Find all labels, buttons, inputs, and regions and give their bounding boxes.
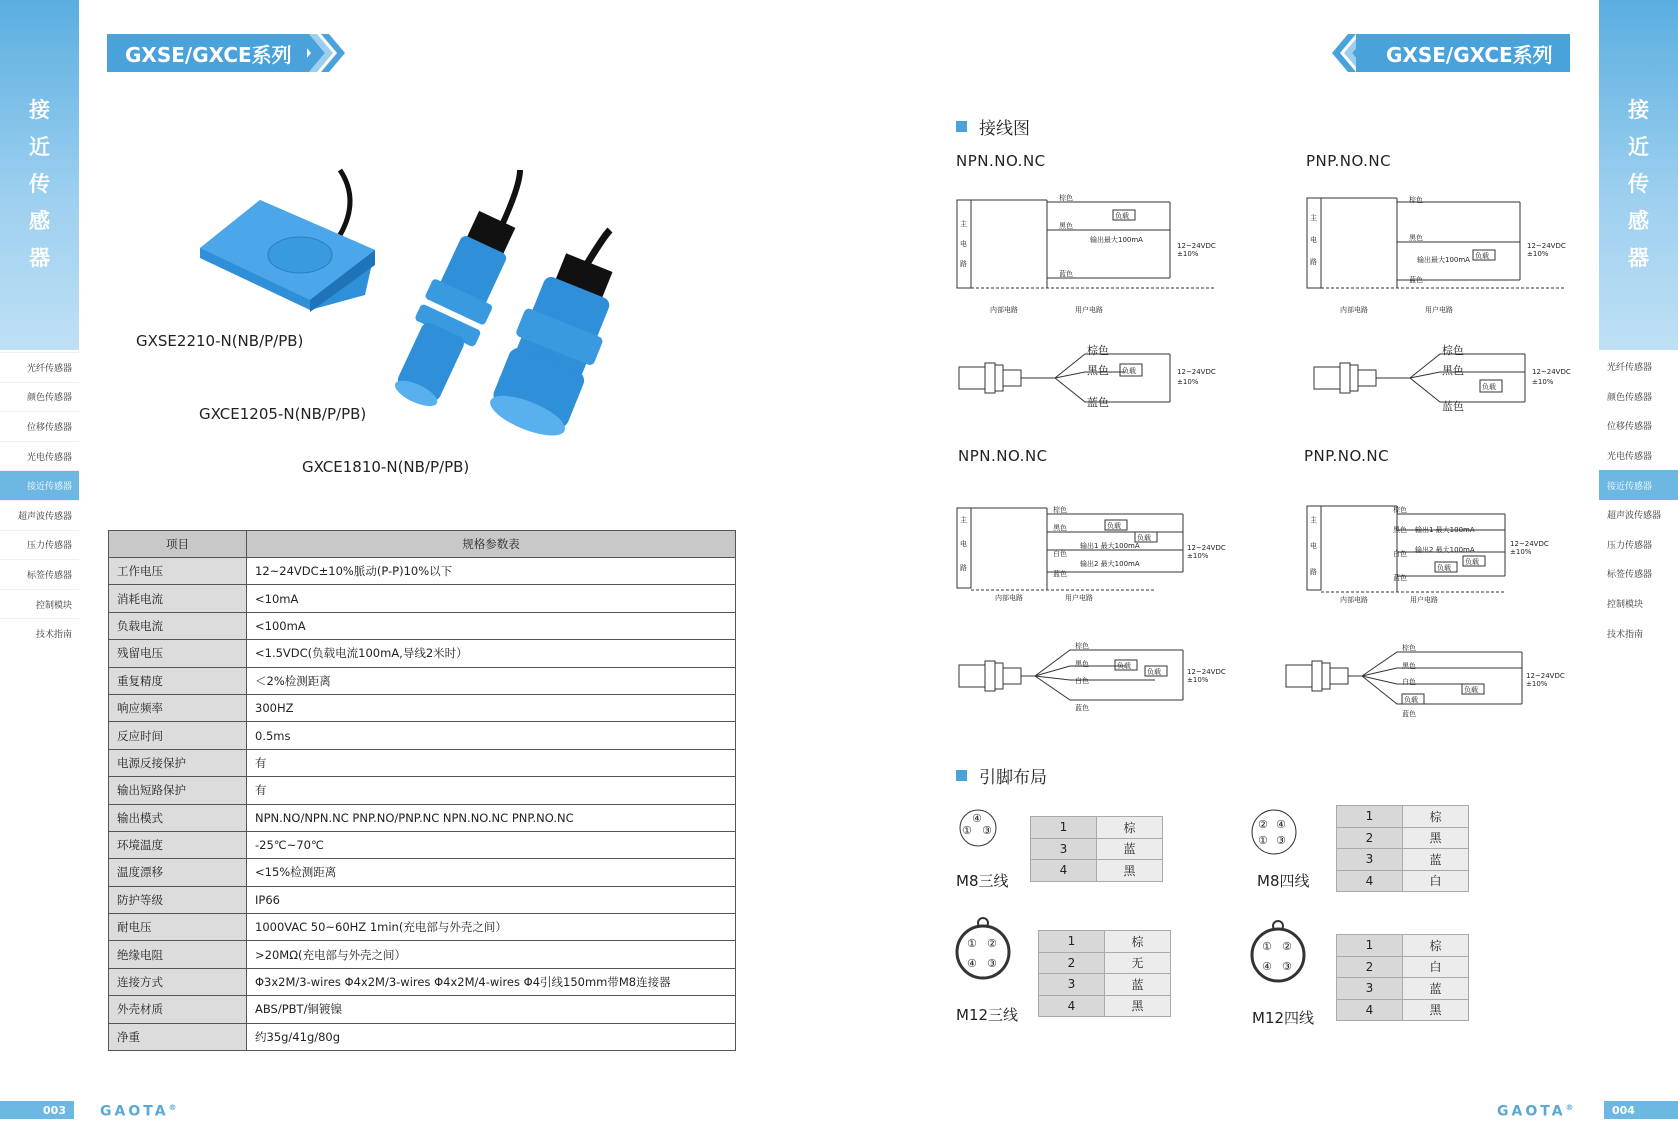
svg-text:输出2 最大100mA: 输出2 最大100mA [1080,560,1140,568]
svg-text:②: ② [1258,818,1268,831]
spec-table-header [109,531,736,558]
svg-text:负载: 负载 [1475,252,1489,260]
svg-text:棕色: 棕色 [1393,506,1407,514]
npn-nonc-circuit-diagram [955,500,1235,610]
pin-color: 白 [1403,956,1469,978]
pin-color: 白 [1403,870,1469,892]
spec-value: 1000VAC 50~60HZ 1min(充电部与外壳之间） [247,914,736,941]
pin-table [1038,930,1171,1017]
spec-key: 负载电流 [109,612,247,639]
pin-color: 蓝 [1105,974,1171,996]
square-bullet-icon [956,121,967,132]
svg-text:电: 电 [1310,236,1317,244]
pin-color: 棕 [1105,931,1171,953]
pin-number: 1 [1337,806,1403,828]
svg-text:白色: 白色 [1393,550,1407,558]
table-row [109,886,736,913]
svg-text:②: ② [1282,940,1292,953]
spec-value: IP66 [247,886,736,913]
table-row [109,804,736,831]
spec-key: 连接方式 [109,968,247,995]
svg-text:③: ③ [1282,960,1292,973]
wiring-diagram-title: NPN.NO.NC [958,447,1048,465]
spec-header-item: 项目 [109,531,247,558]
side-nav-right [1599,352,1678,648]
svg-text:黑色: 黑色 [1075,660,1089,668]
svg-text:负载: 负载 [1464,686,1478,694]
brand-logo: GAOTA® [100,1103,177,1120]
side-nav-item[interactable]: 标签传感器 [1607,570,1653,581]
pnp-nonc-cable-diagram [1282,638,1582,718]
spec-value: NPN.NO/NPN.NC PNP.NO/PNP.NC NPN.NO.NC PNP.NO.NC [247,804,736,831]
side-nav-item[interactable]: 光纤传感器 [0,352,79,382]
svg-text:黑色: 黑色 [1442,364,1464,377]
wiring-diagram-title: PNP.NO.NC [1304,447,1390,465]
spec-value: <15%检测距离 [247,859,736,886]
spec-value: <100mA [247,612,736,639]
svg-text:主: 主 [1310,214,1317,222]
svg-text:电: 电 [960,540,967,548]
m12-four-pin-icon [1250,920,1310,985]
svg-text:黑色: 黑色 [1393,526,1407,534]
table-row [109,749,736,776]
table-row [1337,999,1469,1021]
pin-color: 棕 [1403,935,1469,957]
pin-color: 蓝 [1403,849,1469,871]
svg-text:负载: 负载 [1437,564,1451,572]
side-nav-item[interactable]: 接近传感器 [1599,470,1678,500]
svg-text:内部电路: 内部电路 [990,306,1018,314]
table-row [1337,978,1469,1000]
series-banner-right: GXSE/GXCE系列 [1356,34,1570,72]
svg-text:±10%: ±10% [1510,548,1532,556]
svg-text:路: 路 [960,260,967,268]
side-nav-item[interactable]: 控制模块 [1607,600,1644,611]
pin-color: 黑 [1097,860,1163,882]
spec-key: 重复精度 [109,667,247,694]
pin-number: 3 [1031,838,1097,860]
pin-color: 棕 [1097,817,1163,839]
svg-text:内部电路: 内部电路 [1340,596,1368,604]
table-row [109,996,736,1023]
spec-value: 12~24VDC±10%脈动(P-P)10%以下 [247,558,736,585]
svg-text:12~24VDC: 12~24VDC [1187,668,1226,676]
pinout-section-title: 引脚布局 [956,763,1047,788]
pin-number: 2 [1337,827,1403,849]
table-row [109,831,736,858]
m8-four-pin-icon [1250,808,1300,858]
spec-key: 防护等级 [109,886,247,913]
spec-key: 温度漂移 [109,859,247,886]
svg-text:负载: 负载 [1137,534,1151,542]
svg-text:棕色: 棕色 [1402,644,1416,652]
table-row [1031,860,1163,882]
svg-text:12~24VDC: 12~24VDC [1187,544,1226,552]
side-nav-item[interactable]: 标签传感器 [0,559,79,589]
spec-key: 响应频率 [109,694,247,721]
pin-number: 1 [1031,817,1097,839]
wiring-diagram-title: PNP.NO.NC [1306,152,1392,170]
side-nav-item[interactable]: 位移传感器 [0,411,79,441]
spec-key: 环境温度 [109,831,247,858]
pnp-circuit-diagram [1305,190,1585,320]
svg-text:黑色: 黑色 [1402,662,1416,670]
svg-text:内部电路: 内部电路 [995,594,1023,602]
spec-key: 电源反接保护 [109,749,247,776]
table-row [1039,952,1171,974]
pin-number: 3 [1337,849,1403,871]
svg-text:负载: 负载 [1122,367,1136,375]
table-row [1337,870,1469,892]
side-tab-left [0,0,79,350]
svg-text:①: ① [1262,940,1272,953]
svg-text:③: ③ [987,957,997,970]
wiring-diagram-title: NPN.NO.NC [956,152,1046,170]
pin-number: 2 [1039,952,1105,974]
svg-text:12~24VDC: 12~24VDC [1532,368,1571,376]
svg-text:棕色: 棕色 [1409,196,1423,204]
spec-key: 残留电压 [109,640,247,667]
table-row [109,1023,736,1050]
svg-text:负载: 负载 [1482,383,1496,391]
svg-text:12~24VDC: 12~24VDC [1177,368,1216,376]
page-number-left: 003 [0,1101,74,1119]
svg-text:白色: 白色 [1075,677,1089,685]
spec-header-params: 规格参数表 [247,531,736,558]
side-nav-item[interactable]: 控制模块 [0,589,79,619]
side-nav-item[interactable]: 超声波传感器 [0,500,79,530]
connector-label: M8四线 [1257,872,1310,890]
svg-text:黑色: 黑色 [1053,524,1067,532]
svg-text:④: ④ [967,957,977,970]
table-row [1337,827,1469,849]
svg-text:④: ④ [972,812,982,825]
svg-text:④: ④ [1262,960,1272,973]
npn-cable-diagram [955,340,1235,420]
table-row [109,640,736,667]
connector-label: M12四线 [1252,1009,1315,1027]
svg-text:输出1 最大100mA: 输出1 最大100mA [1080,542,1140,550]
svg-text:白色: 白色 [1053,550,1067,558]
svg-text:蓝色: 蓝色 [1087,396,1109,409]
svg-text:±10%: ±10% [1187,676,1209,684]
table-row [1031,838,1163,860]
svg-text:±10%: ±10% [1526,680,1548,688]
pin-number: 1 [1337,935,1403,957]
svg-text:输出2 最大100mA: 输出2 最大100mA [1415,546,1475,554]
svg-text:蓝色: 蓝色 [1053,570,1067,578]
svg-text:④: ④ [1276,818,1286,831]
svg-text:用户电路: 用户电路 [1425,306,1453,314]
svg-text:路: 路 [1310,258,1317,266]
svg-text:棕色: 棕色 [1075,642,1089,650]
svg-text:蓝色: 蓝色 [1393,574,1407,582]
page-number-right: 004 [1604,1101,1678,1119]
svg-text:黑色: 黑色 [1409,234,1423,242]
spec-key: 反应时间 [109,722,247,749]
svg-text:负载: 负载 [1147,668,1161,676]
spec-value: 有 [247,749,736,776]
table-row [109,612,736,639]
svg-text:棕色: 棕色 [1053,506,1067,514]
spec-value: <1.5VDC(负载电流100mA,导线2米时） [247,640,736,667]
product-label: GXCE1205-N(NB/P/PB) [199,405,367,423]
table-row [109,694,736,721]
pin-color: 黑 [1403,827,1469,849]
brand-logo: GAOTA® [1497,1103,1574,1120]
spec-value: <10mA [247,585,736,612]
side-nav-item[interactable]: 压力传感器 [0,530,79,560]
pin-color: 黑 [1403,999,1469,1021]
pin-number: 2 [1337,956,1403,978]
connector-label: M8三线 [956,872,1009,890]
spec-key: 耐电压 [109,914,247,941]
connector-label: M12三线 [956,1006,1019,1024]
spec-key: 净重 [109,1023,247,1050]
pin-color: 无 [1105,952,1171,974]
svg-text:③: ③ [1276,834,1286,847]
side-nav-item[interactable]: 光纤传感器 [1607,363,1653,374]
svg-text:蓝色: 蓝色 [1409,276,1423,284]
svg-text:路: 路 [960,564,967,572]
svg-text:主: 主 [960,220,967,228]
svg-text:黑色: 黑色 [1087,364,1109,377]
side-nav-item[interactable]: 接近传感器 [0,470,79,500]
svg-text:棕色: 棕色 [1059,194,1073,202]
svg-text:路: 路 [1310,568,1317,576]
npn-nonc-cable-diagram [955,638,1235,718]
m8-three-pin-icon [956,808,1006,848]
side-nav-item[interactable]: 光电传感器 [0,441,79,471]
svg-text:①: ① [962,824,972,837]
table-row [109,667,736,694]
series-banner-left: GXSE/GXCE系列 [107,34,307,72]
spec-value: 300HZ [247,694,736,721]
spec-key: 外壳材质 [109,996,247,1023]
side-nav-item[interactable]: 颜色传感器 [1607,392,1653,403]
svg-text:蓝色: 蓝色 [1402,710,1416,718]
pin-color: 黑 [1105,995,1171,1017]
spec-value: ABS/PBT/铜镀镍 [247,996,736,1023]
table-row [1039,931,1171,953]
svg-text:②: ② [987,937,997,950]
table-row [1039,995,1171,1017]
table-row [109,859,736,886]
spec-value: >20MΩ(充电部与外壳之间） [247,941,736,968]
svg-text:±10%: ±10% [1177,250,1199,258]
product-label: GXSE2210-N(NB/P/PB) [136,332,304,350]
svg-text:负载: 负载 [1404,696,1418,704]
svg-text:输出1 最大100mA: 输出1 最大100mA [1415,526,1475,534]
svg-text:输出最大100mA: 输出最大100mA [1090,236,1143,244]
spec-key: 工作电压 [109,558,247,585]
spec-table [108,530,736,1051]
svg-text:负载: 负载 [1115,212,1129,220]
spec-value: -25℃~70℃ [247,831,736,858]
svg-text:用户电路: 用户电路 [1410,596,1438,604]
svg-text:棕色: 棕色 [1087,344,1109,357]
spec-key: 输出短路保护 [109,777,247,804]
side-nav-item[interactable]: 压力传感器 [1607,540,1653,551]
svg-text:蓝色: 蓝色 [1075,704,1089,712]
table-row [109,722,736,749]
svg-text:电: 电 [960,240,967,248]
side-nav-item[interactable]: 超声波传感器 [1607,511,1662,522]
side-tab-right [1599,0,1678,350]
spec-value: 0.5ms [247,722,736,749]
pnp-nonc-circuit-diagram [1305,500,1585,610]
svg-text:±10%: ±10% [1177,378,1199,386]
svg-text:用户电路: 用户电路 [1075,306,1103,314]
table-row [1337,806,1469,828]
svg-text:用户电路: 用户电路 [1065,594,1093,602]
side-category-title: 接 近 传 感 器 [1628,98,1649,270]
svg-text:12~24VDC: 12~24VDC [1526,672,1565,680]
svg-text:主: 主 [1310,516,1317,524]
svg-text:12~24VDC: 12~24VDC [1527,242,1566,250]
table-row [1031,817,1163,839]
pin-table [1030,816,1163,882]
svg-text:12~24VDC: 12~24VDC [1510,540,1549,548]
side-nav-item[interactable]: 位移传感器 [1607,422,1653,433]
npn-circuit-diagram [955,190,1235,320]
svg-text:①: ① [1258,834,1268,847]
svg-text:负载: 负载 [1117,662,1131,670]
svg-text:主: 主 [960,516,967,524]
m12-three-pin-icon [955,917,1015,982]
table-row [109,585,736,612]
table-row [109,777,736,804]
pin-color: 蓝 [1403,978,1469,1000]
table-row [1337,935,1469,957]
pnp-cable-diagram [1310,340,1590,420]
table-row [109,941,736,968]
square-bullet-icon [956,770,967,781]
pin-number: 3 [1337,978,1403,1000]
side-nav-item[interactable]: 颜色传感器 [0,382,79,412]
table-row [1337,956,1469,978]
pin-table [1336,805,1469,892]
pin-number: 4 [1031,860,1097,882]
svg-text:白色: 白色 [1402,678,1416,686]
table-row [109,914,736,941]
svg-text:电: 电 [1310,542,1317,550]
side-category-title: 接 近 传 感 器 [29,98,50,270]
pin-color: 棕 [1403,806,1469,828]
side-nav-left [0,352,79,648]
svg-text:棕色: 棕色 [1442,344,1464,357]
svg-text:黑色: 黑色 [1059,222,1073,230]
spec-value: Φ3x2M/3-wires Φ4x2M/3-wires Φ4x2M/4-wires Φ4引线150mm带M8连接器 [247,968,736,995]
table-row [1337,849,1469,871]
side-nav-item[interactable]: 技术指南 [0,618,79,648]
svg-text:负载: 负载 [1465,558,1479,566]
svg-text:③: ③ [982,824,992,837]
spec-value: ＜2%检测距离 [247,667,736,694]
side-nav-item[interactable]: 光电传感器 [1607,452,1653,463]
svg-text:蓝色: 蓝色 [1059,270,1073,278]
pin-number: 4 [1039,995,1105,1017]
pin-table [1336,934,1469,1021]
pin-number: 4 [1337,870,1403,892]
svg-text:蓝色: 蓝色 [1442,400,1464,413]
svg-text:①: ① [967,937,977,950]
table-row [109,968,736,995]
spec-value: 约35g/41g/80g [247,1023,736,1050]
pin-color: 蓝 [1097,838,1163,860]
svg-text:输出最大100mA: 输出最大100mA [1417,256,1470,264]
pin-number: 1 [1039,931,1105,953]
table-row [109,558,736,585]
table-row [1039,974,1171,996]
product-label: GXCE1810-N(NB/P/PB) [302,458,470,476]
spec-key: 消耗电流 [109,585,247,612]
svg-text:±10%: ±10% [1527,250,1549,258]
svg-text:12~24VDC: 12~24VDC [1177,242,1216,250]
pin-number: 3 [1039,974,1105,996]
pin-number: 4 [1337,999,1403,1021]
svg-text:±10%: ±10% [1187,552,1209,560]
wiring-section-title: 接线图 [956,114,1030,139]
svg-text:内部电路: 内部电路 [1340,306,1368,314]
spec-key: 输出模式 [109,804,247,831]
spec-key: 绝缘电阻 [109,941,247,968]
svg-text:负载: 负载 [1107,522,1121,530]
svg-text:±10%: ±10% [1532,378,1554,386]
spec-value: 有 [247,777,736,804]
side-nav-item[interactable]: 技术指南 [1607,629,1644,640]
